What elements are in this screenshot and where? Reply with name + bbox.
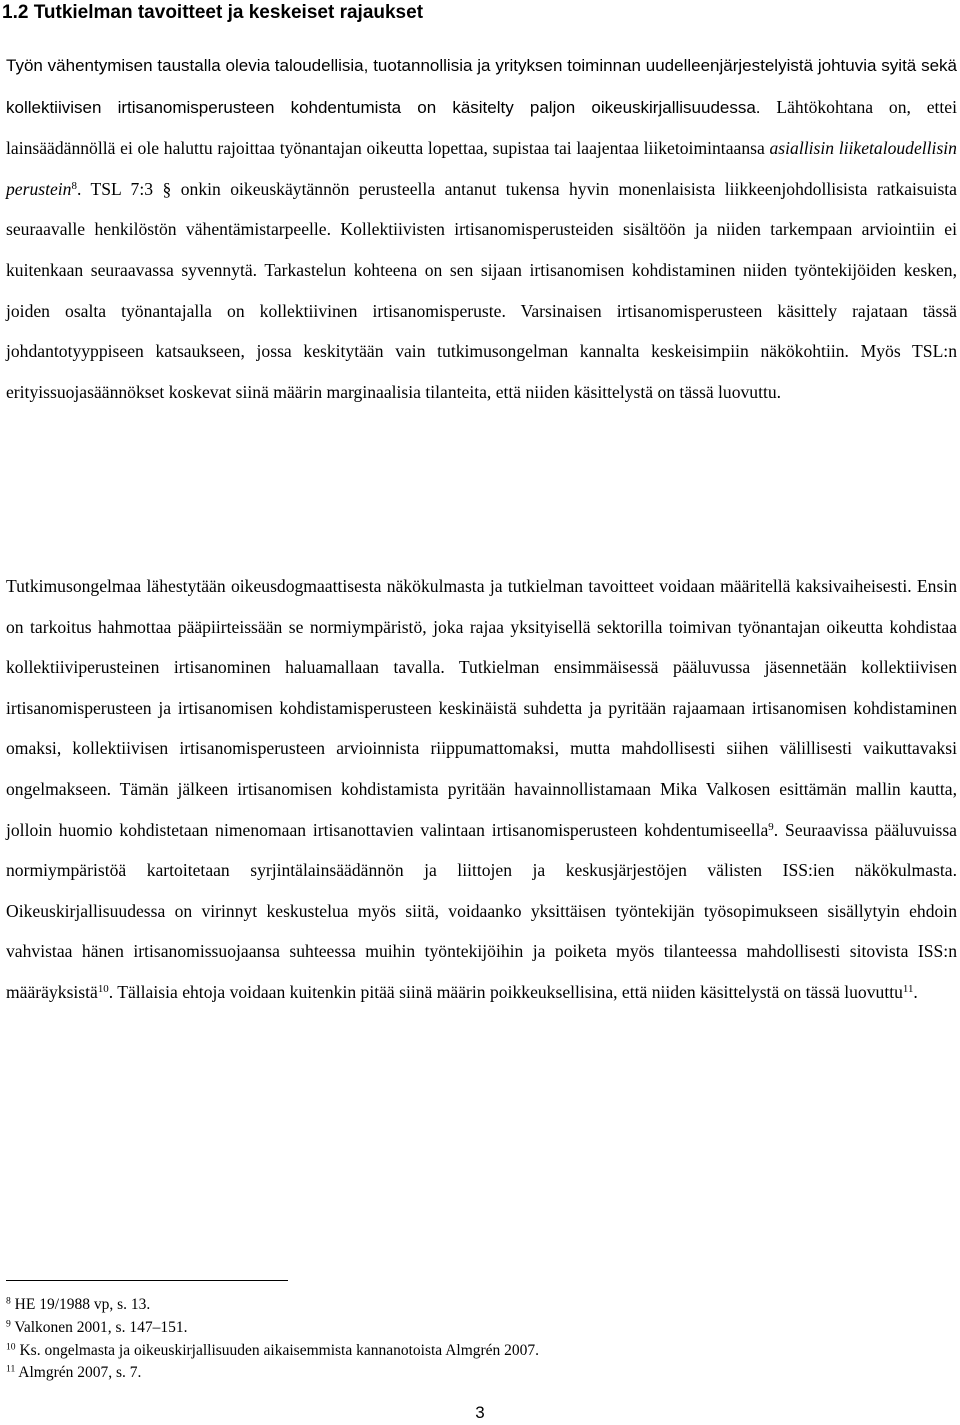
footnote-number: 10 bbox=[6, 1341, 16, 1353]
paragraph-2-text-b: . Seuraavissa pääluvuissa normiympäristöä kartoitetaan syrjintälainsäädännön ja liittojen ja keskusjärjestöjen välisten ISS:ien näkökulmasta. Oikeuskirjallisuudessa on virinnyt keskustelua myös siitä, voidaanko yksittäisen työntekijän työsopimukseen sisällytyin ehdoin vahvistaa hänen irtisanomissuojaansa suhteessa muihin työntekijöihin ja poiketa myös tilanteessa mahdollisesti sitovista ISS:n määräyksistä bbox=[6, 819, 957, 1002]
footnote-text: Almgrén 2007, s. 7. bbox=[15, 1364, 142, 1382]
footnote-item bbox=[6, 1294, 906, 1317]
paragraph-2-text-c: . Tällaisia ehtoja voidaan kuitenkin pitää siinä määrin poikkeuksellisina, että niiden käsittelystä on tässä luovuttu bbox=[108, 981, 903, 1002]
footnote-number: 9 bbox=[6, 1318, 11, 1330]
body-paragraph-2 bbox=[6, 566, 957, 1013]
paragraph-1-lead-text: Työn vähentymisen taustalla olevia taloudellisia, tuotannollisia ja yrityksen toiminnan uudelleenjärjestelyistä johtuvia syitä sekä kollektiivisen irtisanomisperusteen kohdentumista on käsitelty paljon oikeuskirjallisuudessa. bbox=[6, 56, 957, 117]
paragraph-1-emphasis: asiallisin liiketaloudellisin perustein bbox=[6, 138, 957, 199]
footnote-number: 8 bbox=[6, 1295, 11, 1307]
footnote-item bbox=[6, 1317, 906, 1340]
footnote-text: Valkonen 2001, s. 147–151. bbox=[10, 1318, 188, 1336]
footnote-text: Ks. ongelmasta ja oikeuskirjallisuuden aikaisemmista kannanotoista Almgrén 2007. bbox=[15, 1341, 540, 1359]
paragraph-2-text-a: Tutkimusongelmaa lähestytään oikeusdogmaattisesta näkökulmasta ja tutkielman tavoitteet voidaan määritellä kaksivaiheisesti. Ensin on tarkoitus hahmottaa pääpiirteissään se normiympäristö, joka rajaa yksityisellä sektorilla toimivan työnantajan oikeutta kohdistaa kollektiiviperusteinen irtisanominen haluamallaan tavalla. Tutkielman ensimmäisessä pääluvussa jäsennetään kollektiivisen irtisanomisperusteen ja irtisanomisen kohdistamisperusteen keskinäistä suhdetta ja pyritään rajaamaan irtisanomisen kohdistaminen omaksi, kollektiivisen irtisanomisperusteen arvioinnista riippumattomaksi, mutta mahdollisesti siihen välillisesti vaikuttavaksi ongelmakseen. Tämän jälkeen irtisanomisen kohdistamista pyritään havainnollistamaan Mika Valkosen esittämän mallin kautta, jolloin huomio kohdistetaan nimenomaan irtisanottavien valintaan irtisanomisperusteen kohdentumiseella bbox=[6, 576, 957, 840]
footnote-separator bbox=[6, 1280, 288, 1281]
footnote-ref-11[interactable]: 11 bbox=[902, 982, 914, 995]
body-paragraph-1 bbox=[6, 45, 957, 412]
footnote-text: HE 19/1988 vp, s. 13. bbox=[10, 1296, 151, 1313]
footnote-ref-10[interactable]: 10 bbox=[97, 982, 109, 995]
footnote-ref-8[interactable]: 8 bbox=[71, 179, 77, 192]
footnote-list bbox=[6, 1294, 906, 1385]
section-heading: 1.2 Tutkielman tavoitteet ja keskeiset rajaukset bbox=[2, 2, 424, 23]
footnote-ref-9[interactable]: 9 bbox=[768, 820, 774, 833]
footnote-item bbox=[6, 1362, 906, 1385]
paragraph-1-text-a: Lähtökohtana on, ettei lainsäädännöllä ei ole haluttu rajoittaa työnantajan oikeutta lopettaa, supistaa tai laajentaa liiketoimintaansa bbox=[6, 96, 957, 159]
footnote-item bbox=[6, 1340, 906, 1363]
paragraph-2-text-d: . bbox=[913, 981, 918, 1002]
page-number: 3 bbox=[475, 1403, 485, 1422]
footnote-number: 11 bbox=[6, 1364, 16, 1376]
paragraph-1-text-b: . TSL 7:3 § onkin oikeuskäytännön perusteella antanut tukensa hyvin monenlaisista liikkeenjohdollisista ratkaisuista seuraavalle henkilöstön vähentämistarpeelle. Kollektiivisten irtisanomisperusteiden sisältöön ja niiden tarkempaan arviointiin ei kuitenkaan seuraavassa syvennytä. Tarkastelun kohteena on sen sijaan irtisanomisen kohdistaminen niiden työntekijöiden kesken, joiden osalta työnantajalla on kollektiivinen irtisanomisperuste. Varsinaisen irtisanomisperusteen käsittely rajataan tässä johdantotyyppiseen katsaukseen, jossa keskitytään vain tutkimusongelman kannalta keskeisimpiin näkökohtiin. Myös TSL:n erityissuojasäännökset koskevat siinä määrin marginaalisia tilanteita, että niiden käsittelystä on tässä luovuttu. bbox=[6, 178, 957, 402]
